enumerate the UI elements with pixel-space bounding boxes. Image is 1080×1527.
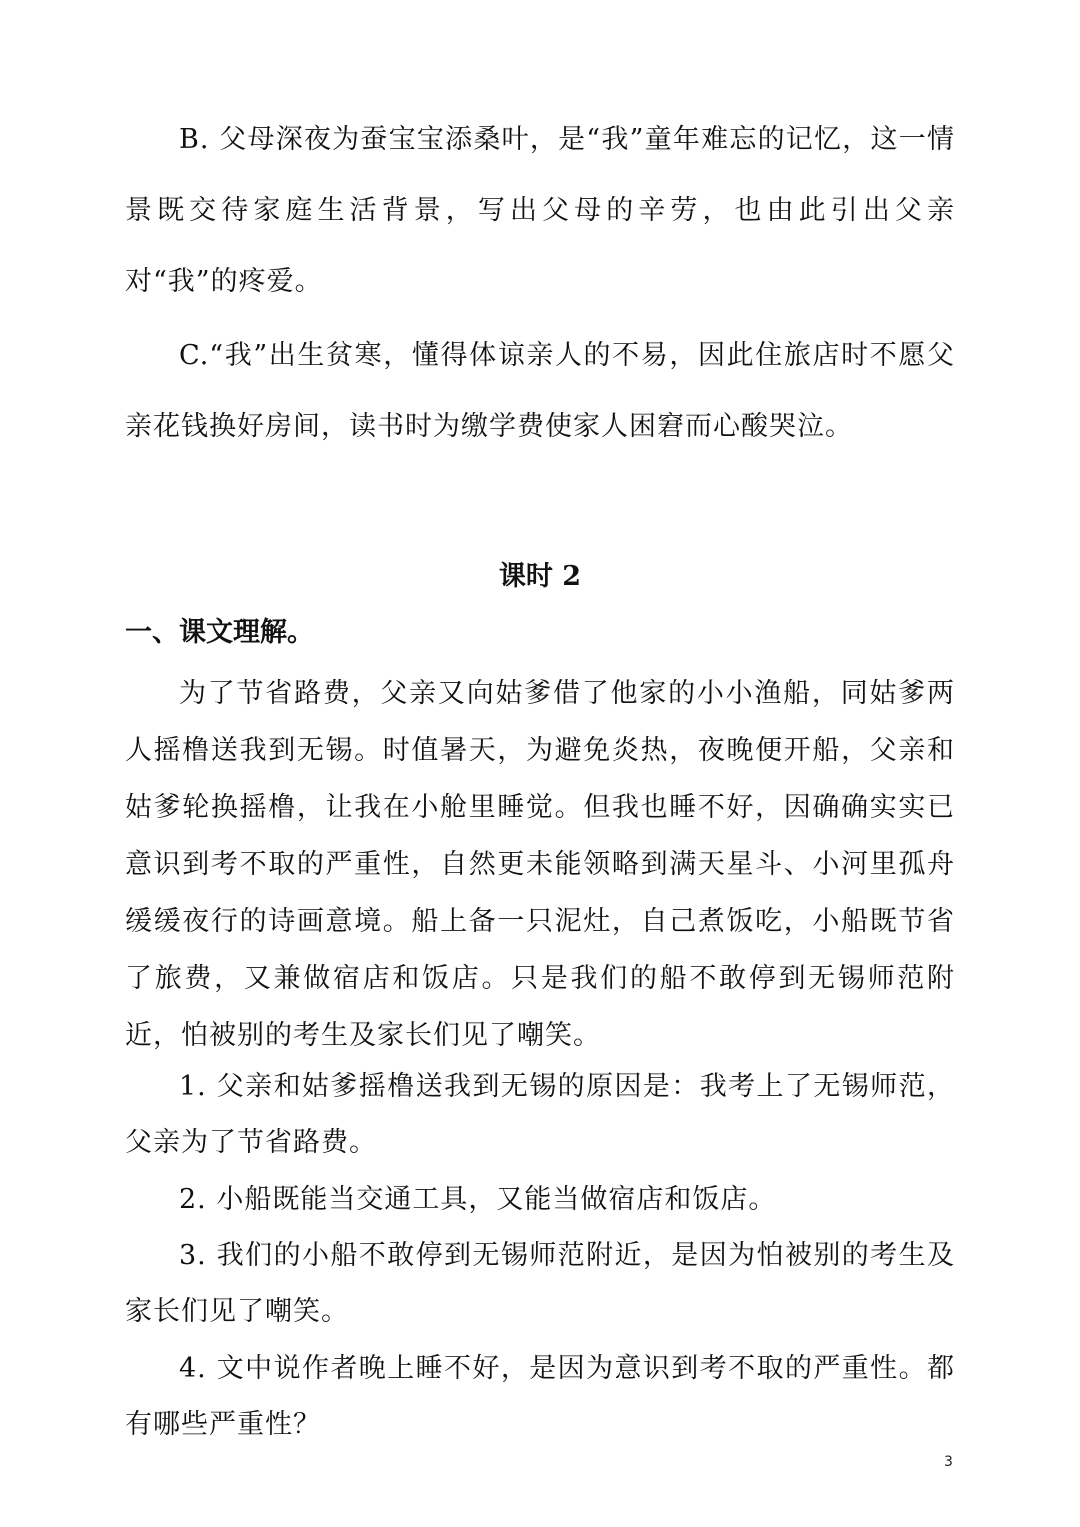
question-2: 2. 小船既能当交通工具，又能当做宿店和饭店。 (179, 1184, 777, 1215)
passage-text: 为了节省路费，父亲又向姑爹借了他家的小小渔船，同姑爹两人摇橹送我到无锡。时值暑天，为避免炎热，夜晚便开船，父亲和姑爹轮换摇橹，让我在小舱里睡觉。但我也睡不好，因确确实实已意识到考不取的严重性，自然更未能领略到满天星斗、小河里孤舟缓缓夜行的诗画意境。船上备一只泥灶，自己煮饭吃，小船既节省了旅费，又兼做宿店和饭店。只是我们的船不敢停到无锡师范附近，怕被别的考生及家长们见了嘲笑。 (125, 678, 955, 1051)
page-number: 3 (944, 1454, 953, 1470)
question-4: 4. 文中说作者晚上睡不好，是因为意识到考不取的严重性。都有哪些严重性？ (125, 1353, 955, 1440)
section-heading: 一、课文理解。 (125, 617, 314, 648)
lesson-title: 课时 2 (498, 561, 582, 592)
question-3: 3. 我们的小船不敢停到无锡师范附近，是因为怕被别的考生及家长们见了嘲笑。 (125, 1240, 955, 1327)
question-1: 1. 父亲和姑爹摇橹送我到无锡的原因是：我考上了无锡师范，父亲为了节省路费。 (125, 1071, 955, 1158)
option-b-text: B. 父母深夜为蚕宝宝添桑叶，是“我”童年难忘的记忆，这一情景既交待家庭生活背景，写出父母的辛劳，也由此引出父亲对“我”的疼爱。 (125, 124, 955, 297)
option-c-text: C.“我”出生贫寒，懂得体谅亲人的不易，因此住旅店时不愿父亲花钱换好房间，读书时为缴学费使家人困窘而心酸哭泣。 (125, 340, 955, 442)
